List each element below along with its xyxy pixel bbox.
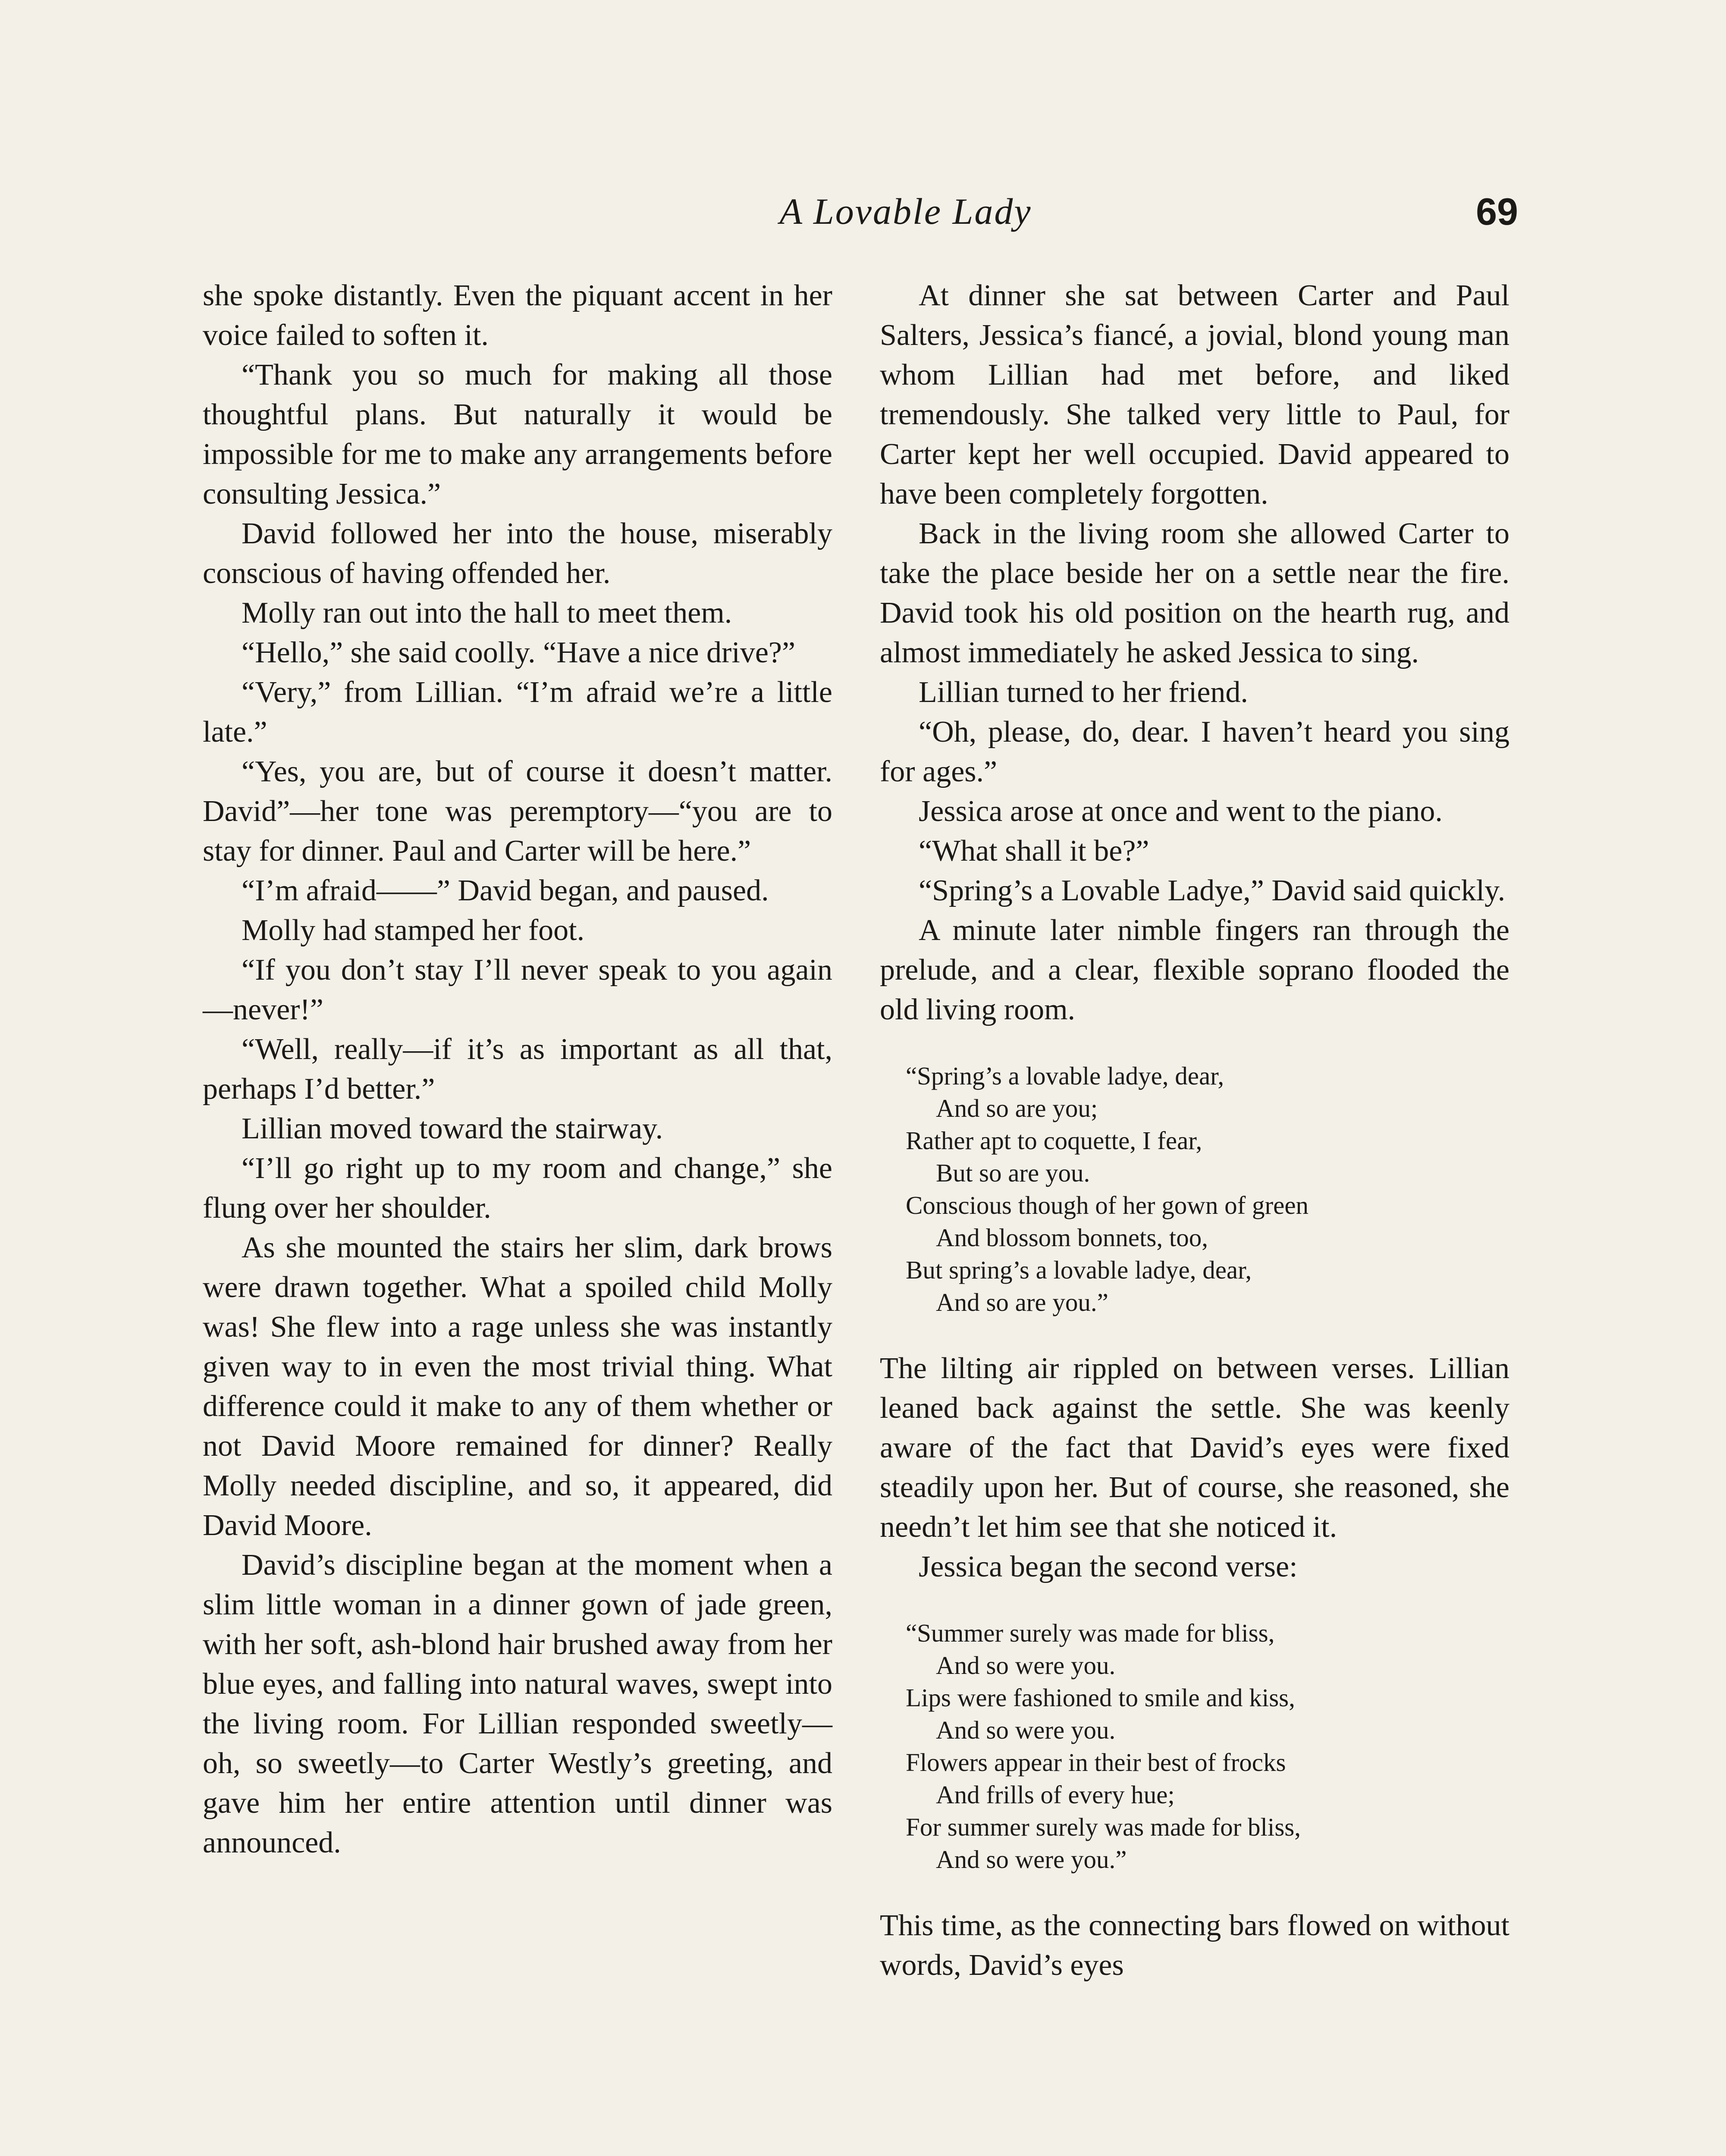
verse-line: Flowers appear in their best of frocks xyxy=(906,1748,1286,1777)
paragraph: Back in the living room she allowed Carter to take the place beside her on a settle near the fire. David took his old position on the hearth rug, and almost immediately he asked Jessica to sing. xyxy=(880,517,1509,669)
paragraph: “Spring’s a Lovable Ladye,” David said quickly. xyxy=(919,874,1506,907)
paragraph: At dinner she sat between Carter and Paul Salters, Jessica’s fiancé, a jovial, blond young man whom Lillian had met before, and liked tremendously. She talked very little to Paul, for Carter kept her well occupied. David appeared to have been completely forgotten. xyxy=(880,279,1509,511)
left-column xyxy=(203,276,832,1863)
verse-line: And so were you. xyxy=(936,1716,1116,1744)
verse-line: For summer surely was made for bliss, xyxy=(906,1813,1301,1841)
paragraph: A minute later nimble fingers ran through the prelude, and a clear, flexible soprano flooded the old living room. xyxy=(880,914,1509,1026)
verse-line: “Spring’s a lovable ladye, dear, xyxy=(906,1062,1224,1090)
paragraph: Molly had stamped her foot. xyxy=(242,914,585,947)
paragraph: David followed her into the house, miserably conscious of having offended her. xyxy=(203,517,832,590)
paragraph: “I’ll go right up to my room and change,” she flung over her shoulder. xyxy=(203,1152,832,1225)
paragraph: “Hello,” she said coolly. “Have a nice drive?” xyxy=(242,636,796,669)
paragraph: David’s discipline began at the moment when a slim little woman in a dinner gown of jade green, with her soft, ash-blond hair brushed away from her blue eyes, and falling into natural waves, swept into the living room. For Lillian responded sweetly—oh, so sweetly—to Carter Westly’s greeting, and gave him her entire attention until dinner was announced. xyxy=(203,1548,832,1859)
paragraph: “Oh, please, do, dear. I haven’t heard you sing for ages.” xyxy=(880,715,1509,788)
paragraph: Molly ran out into the hall to meet them. xyxy=(242,596,732,630)
paragraph: Lillian moved toward the stairway. xyxy=(242,1112,663,1145)
verse-line: And frills of every hue; xyxy=(936,1780,1175,1809)
verse-line: And so are you.” xyxy=(936,1288,1108,1316)
paragraph: “What shall it be?” xyxy=(919,834,1149,868)
song-verse-2 xyxy=(906,1617,1509,1876)
verse-line: But spring’s a lovable ladye, dear, xyxy=(906,1256,1252,1284)
right-paragraphs-b xyxy=(880,1349,1509,1587)
right-paragraphs-a xyxy=(880,276,1509,1030)
paragraph: Jessica arose at once and went to the piano. xyxy=(919,795,1443,828)
song-verse-1 xyxy=(906,1060,1509,1319)
paragraph: As she mounted the stairs her slim, dark brows were drawn together. What a spoiled child Molly was! She flew into a rage unless she was instantly given way to in even the most trivial thing. What difference could it make to any of them whether or not David Moore remained for dinner? Really Molly needed discipline, and so, it appeared, did David Moore. xyxy=(203,1231,832,1542)
verse-line: Rather apt to coquette, I fear, xyxy=(906,1126,1202,1155)
paragraph: “Thank you so much for making all those thoughtful plans. But naturally it would be impossible for me to make any arrangements before consulting Jessica.” xyxy=(203,358,832,511)
paragraph: Jessica began the second verse: xyxy=(919,1550,1298,1583)
paragraph: “If you don’t stay I’ll never speak to you again—never!” xyxy=(203,953,832,1026)
verse-line: And so are you; xyxy=(936,1094,1098,1122)
right-paragraphs-c xyxy=(880,1906,1509,1985)
verse-line: And blossom bonnets, too, xyxy=(936,1223,1208,1252)
paragraph: The lilting air rippled on between verses. Lillian leaned back against the settle. She was keenly aware of the fact that David’s eyes were fixed steadily upon her. But of course, she reasoned, she needn’t let him see that she noticed it. xyxy=(880,1352,1509,1544)
paragraph: “Well, really—if it’s as important as all that, perhaps I’d better.” xyxy=(203,1033,832,1106)
verse-line: Conscious though of her gown of green xyxy=(906,1191,1309,1219)
paragraph: This time, as the connecting bars flowed on without words, David’s eyes xyxy=(880,1909,1509,1982)
right-column xyxy=(880,276,1509,1985)
verse-line: And so were you.” xyxy=(936,1845,1127,1874)
paragraph: “Yes, you are, but of course it doesn’t matter. David”—her tone was peremptory—“you are to stay for dinner. Paul and Carter will be here.” xyxy=(203,755,832,868)
paragraph: she spoke distantly. Even the piquant accent in her voice failed to soften it. xyxy=(203,279,832,352)
paragraph: Lillian turned to her friend. xyxy=(919,676,1248,709)
verse-line: And so were you. xyxy=(936,1651,1116,1680)
paragraph: “I’m afraid——” David began, and paused. xyxy=(242,874,769,907)
paragraph: “Very,” from Lillian. “I’m afraid we’re a little late.” xyxy=(203,676,832,749)
page-number: 69 xyxy=(1476,190,1518,233)
verse-line: But so are you. xyxy=(936,1159,1090,1187)
running-title: A Lovable Lady xyxy=(779,191,1032,232)
verse-line: “Summer surely was made for bliss, xyxy=(906,1619,1275,1647)
verse-line: Lips were fashioned to smile and kiss, xyxy=(906,1683,1295,1712)
